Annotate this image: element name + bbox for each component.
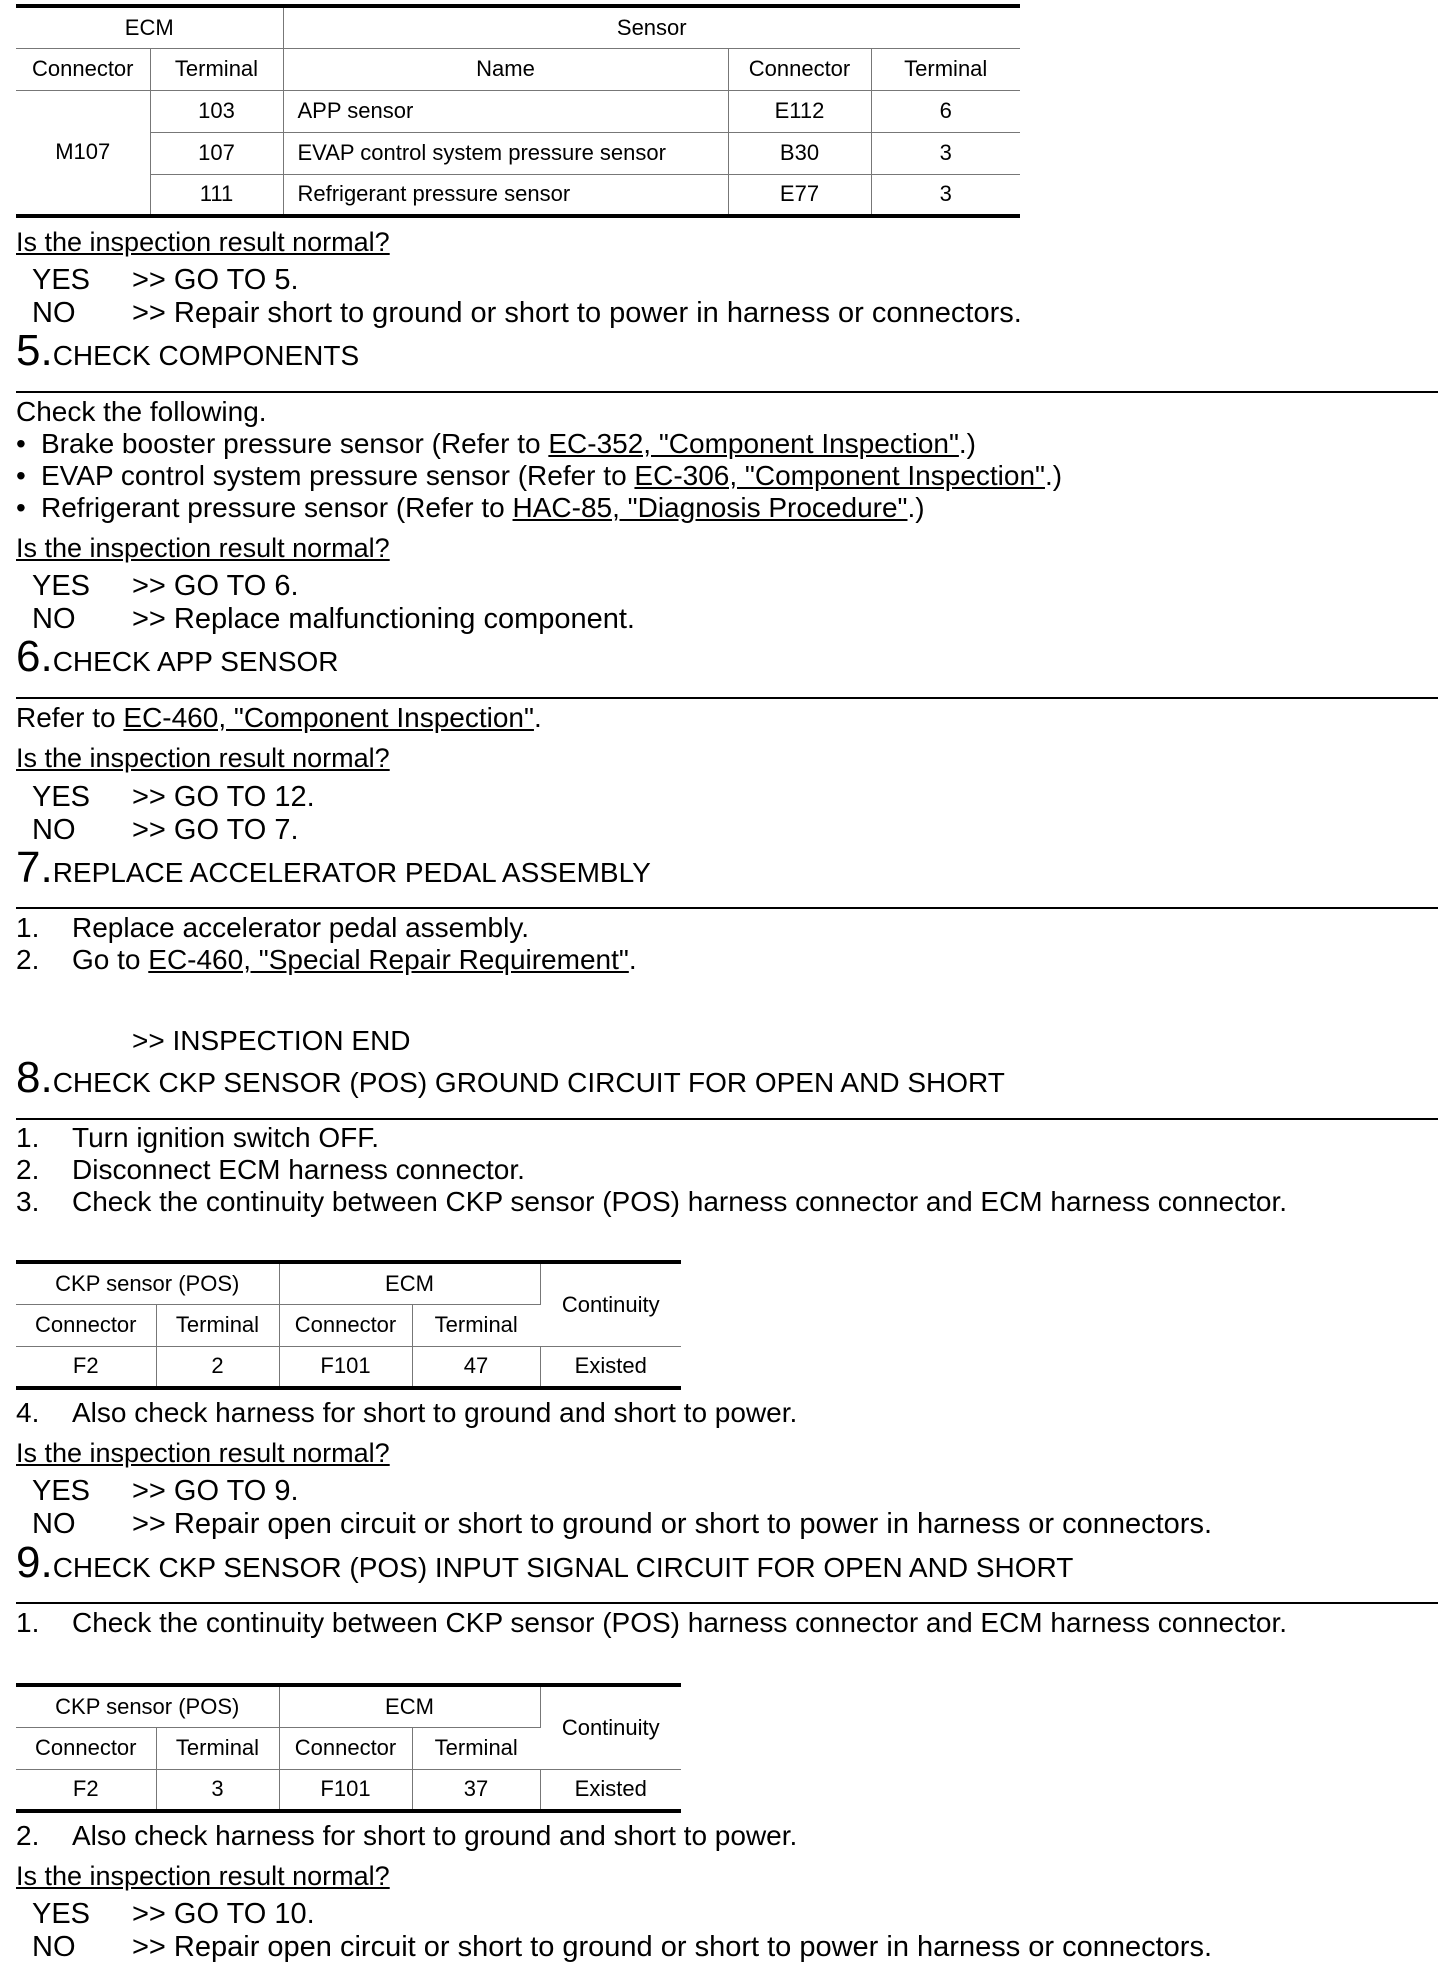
table-cell: 107 xyxy=(150,132,283,174)
list-item: 4. Also check harness for short to ground and short to power. xyxy=(16,1397,798,1428)
table-cell: E77 xyxy=(728,174,871,216)
inspection-question: Is the inspection result normal? xyxy=(16,533,390,563)
answer-yes xyxy=(32,781,315,814)
reference-link[interactable]: EC-460, "Component Inspection" xyxy=(123,702,534,733)
list-item: 2. Go to EC-460, "Special Repair Requirement". xyxy=(16,944,637,975)
no-action: >> Repair open circuit or short to ground or short to power in harness or connectors. xyxy=(132,1931,1213,1963)
table-row xyxy=(16,1346,681,1388)
no-label: NO xyxy=(32,1508,76,1540)
yes-action: >> GO TO 6. xyxy=(132,570,299,602)
list-item: 2. Disconnect ECM harness connector. xyxy=(16,1154,525,1185)
list-item: • Brake booster pressure sensor (Refer to EC-352, "Component Inspection".) xyxy=(16,428,977,459)
table-row xyxy=(16,132,1020,174)
table-cell: EVAP control system pressure sensor xyxy=(283,132,728,174)
yes-label: YES xyxy=(32,1475,91,1507)
list-item: • Refrigerant pressure sensor (Refer to HAC-85, "Diagnosis Procedure".) xyxy=(16,492,925,523)
list-item: 1. Replace accelerator pedal assembly. xyxy=(16,912,530,943)
table-cell: B30 xyxy=(728,132,871,174)
table-cell: F101 xyxy=(279,1769,412,1811)
inspection-question: Is the inspection result normal? xyxy=(16,743,390,773)
section-divider xyxy=(16,1602,1438,1604)
column-header: Terminal xyxy=(156,1304,279,1346)
table-row xyxy=(16,1769,681,1811)
column-header: Connector xyxy=(279,1727,412,1769)
yes-label: YES xyxy=(32,781,91,813)
table-cell: 3 xyxy=(156,1769,279,1811)
step-number: 9. xyxy=(16,1538,53,1587)
continuity-table xyxy=(16,1683,681,1813)
table-cell: 2 xyxy=(156,1346,279,1388)
step-number: 7. xyxy=(16,843,53,892)
column-header: Connector xyxy=(16,1727,156,1769)
step-heading xyxy=(16,1053,1005,1103)
step-heading xyxy=(16,843,651,893)
step-title: CHECK CKP SENSOR (POS) GROUND CIRCUIT FOR OPEN AND SHORT xyxy=(52,1067,1005,1098)
inspection-question: Is the inspection result normal? xyxy=(16,227,390,257)
table-cell: F2 xyxy=(16,1769,156,1811)
column-header: Terminal xyxy=(156,1727,279,1769)
table-group-header: ECM xyxy=(279,1262,540,1304)
step-title: CHECK APP SENSOR xyxy=(52,646,339,677)
answer-yes xyxy=(32,1475,299,1508)
table-group-header: CKP sensor (POS) xyxy=(16,1685,279,1727)
table-cell: 6 xyxy=(871,90,1020,132)
table-cell: 47 xyxy=(412,1346,540,1388)
table-cell: 3 xyxy=(871,132,1020,174)
table-cell: 37 xyxy=(412,1769,540,1811)
list-item: • EVAP control system pressure sensor (Refer to EC-306, "Component Inspection".) xyxy=(16,460,1063,491)
list-item: 1. Turn ignition switch OFF. xyxy=(16,1122,380,1153)
table-cell: 3 xyxy=(871,174,1020,216)
list-item: 1. Check the continuity between CKP sensor (POS) harness connector and ECM harness connector. xyxy=(16,1607,1288,1638)
no-label: NO xyxy=(32,297,76,329)
step-heading xyxy=(16,632,339,682)
inspection-question: Is the inspection result normal? xyxy=(16,1438,390,1468)
section-divider xyxy=(16,1118,1438,1120)
inspection-end: >> INSPECTION END xyxy=(132,1025,411,1056)
reference-link[interactable]: HAC-85, "Diagnosis Procedure" xyxy=(512,492,908,523)
table-cell: Existed xyxy=(540,1346,681,1388)
table-group-header: Sensor xyxy=(283,6,1020,48)
yes-label: YES xyxy=(32,570,91,602)
bullet: • xyxy=(16,492,26,523)
no-action: >> Replace malfunctioning component. xyxy=(132,603,635,635)
step-heading xyxy=(16,1538,1073,1588)
bullet: • xyxy=(16,428,26,459)
answer-yes xyxy=(32,570,299,603)
column-header: Connector xyxy=(16,48,150,90)
step-instruction: Refer to EC-460, "Component Inspection". xyxy=(16,702,542,733)
bullet: • xyxy=(16,460,26,491)
step-heading xyxy=(16,326,359,376)
table-cell: M107 xyxy=(16,90,150,216)
column-header: Connector xyxy=(279,1304,412,1346)
section-divider xyxy=(16,391,1438,393)
step-title: CHECK CKP SENSOR (POS) INPUT SIGNAL CIRCUIT FOR OPEN AND SHORT xyxy=(52,1552,1074,1583)
no-action: >> Repair open circuit or short to ground or short to power in harness or connectors. xyxy=(132,1508,1213,1540)
table-cell: F101 xyxy=(279,1346,412,1388)
answer-yes xyxy=(32,1898,315,1931)
column-header: Terminal xyxy=(412,1304,540,1346)
step-intro: Check the following. xyxy=(16,396,267,427)
step-title: REPLACE ACCELERATOR PEDAL ASSEMBLY xyxy=(52,857,651,888)
reference-link[interactable]: EC-352, "Component Inspection" xyxy=(548,428,959,459)
table-group-header: ECM xyxy=(279,1685,540,1727)
yes-label: YES xyxy=(32,1898,91,1930)
column-header: Name xyxy=(283,48,728,90)
step-number: 8. xyxy=(16,1053,53,1102)
continuity-table xyxy=(16,1260,681,1390)
column-header: Connector xyxy=(16,1304,156,1346)
table-cell: F2 xyxy=(16,1346,156,1388)
table-group-header: ECM xyxy=(16,6,283,48)
table-cell: Refrigerant pressure sensor xyxy=(283,174,728,216)
column-header: Continuity xyxy=(540,1685,681,1769)
step-number: 6. xyxy=(16,632,53,681)
yes-action: >> GO TO 5. xyxy=(132,264,299,296)
column-header: Continuity xyxy=(540,1262,681,1346)
step-number: 5. xyxy=(16,326,53,375)
reference-link[interactable]: EC-306, "Component Inspection" xyxy=(634,460,1045,491)
list-item: 2. Also check harness for short to ground and short to power. xyxy=(16,1820,798,1851)
answer-no xyxy=(32,1508,1212,1541)
column-header: Connector xyxy=(728,48,871,90)
yes-action: >> GO TO 12. xyxy=(132,781,315,813)
table-cell: 103 xyxy=(150,90,283,132)
list-item: 3. Check the continuity between CKP sensor (POS) harness connector and ECM harness connector. xyxy=(16,1186,1288,1217)
ecm-sensor-table xyxy=(16,4,1020,218)
inspection-question: Is the inspection result normal? xyxy=(16,1861,390,1891)
section-divider xyxy=(16,907,1438,909)
no-label: NO xyxy=(32,814,76,846)
table-row xyxy=(16,90,1020,132)
no-label: NO xyxy=(32,603,76,635)
no-action: >> Repair short to ground or short to power in harness or connectors. xyxy=(132,297,1022,329)
section-divider xyxy=(16,697,1438,699)
table-group-header: CKP sensor (POS) xyxy=(16,1262,279,1304)
column-header: Terminal xyxy=(150,48,283,90)
column-header: Terminal xyxy=(871,48,1020,90)
yes-action: >> GO TO 9. xyxy=(132,1475,299,1507)
table-cell: APP sensor xyxy=(283,90,728,132)
answer-yes xyxy=(32,264,299,297)
table-row xyxy=(16,174,1020,216)
table-cell: Existed xyxy=(540,1769,681,1811)
no-label: NO xyxy=(32,1931,76,1963)
table-cell: 111 xyxy=(150,174,283,216)
reference-link[interactable]: EC-460, "Special Repair Requirement" xyxy=(148,944,629,975)
yes-action: >> GO TO 10. xyxy=(132,1898,315,1930)
table-cell: E112 xyxy=(728,90,871,132)
no-action: >> GO TO 7. xyxy=(132,814,299,846)
yes-label: YES xyxy=(32,264,91,296)
column-header: Terminal xyxy=(412,1727,540,1769)
answer-no xyxy=(32,1931,1212,1964)
step-title: CHECK COMPONENTS xyxy=(52,340,360,371)
